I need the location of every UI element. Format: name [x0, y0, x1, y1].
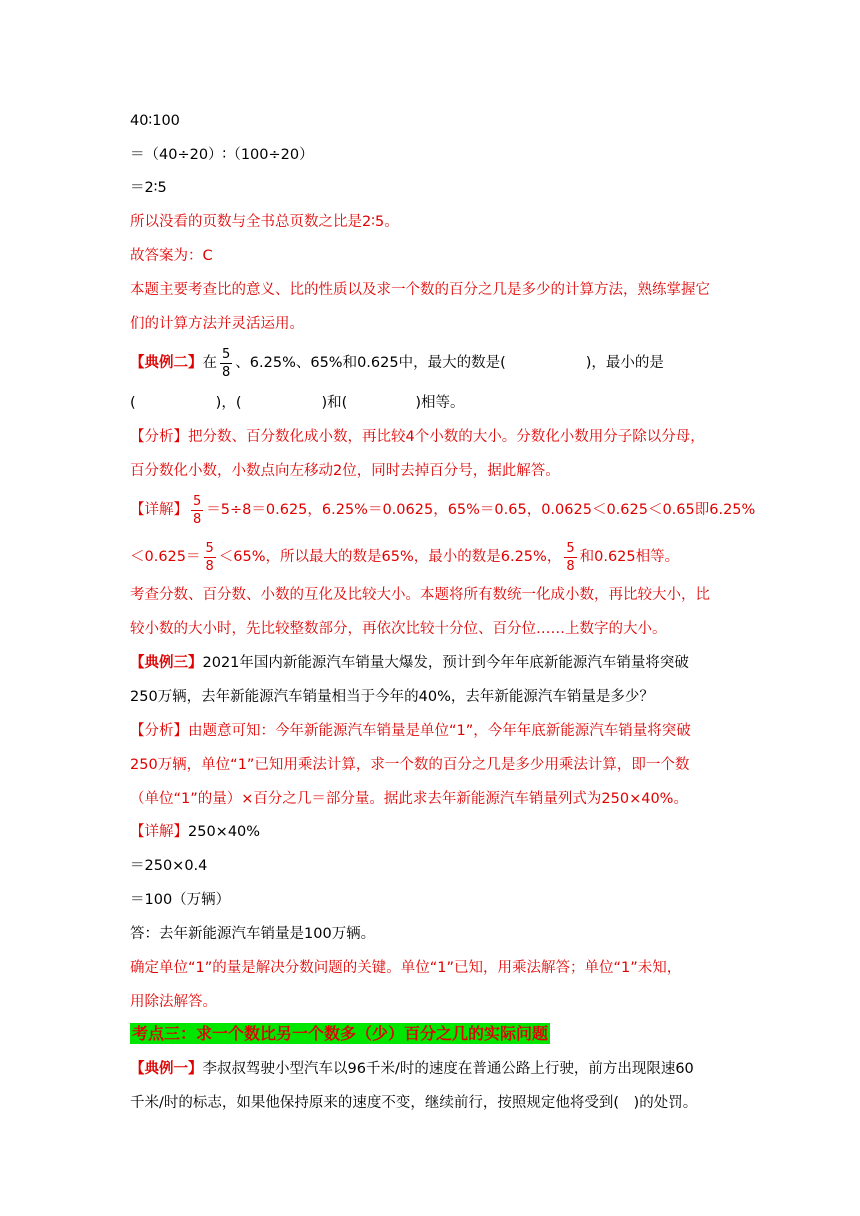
example2-note-2: 较小数的大小时，先比较整数部分，再依次比较十分位、百分位……上数字的大小。: [130, 621, 667, 637]
example3-analysis-3: （单位“1”的量）×百分之几＝部分量。据此求去年新能源汽车销量列式为250×40%。: [130, 791, 688, 807]
example3-note-1: 确定单位“1”的量是解决分数问题的关键。单位“1”已知，用乘法解答；单位“1”未知，: [130, 960, 682, 976]
example2-question-line-2: [130, 393, 465, 413]
example4-question-line-1: [130, 1059, 694, 1079]
example2-analysis-2: 百分数化小数，小数点向左移动2位，同时去掉百分号，据此解答。: [130, 463, 560, 479]
example3-note-2: 用除法解答。: [130, 994, 217, 1010]
calc-line-3: ＝2∶5: [130, 180, 167, 196]
calc-line-1: 40∶100: [130, 113, 180, 129]
detail-tag: 【详解】: [130, 502, 188, 518]
answer-line: 故答案为：C: [130, 248, 213, 264]
question-text: )相等。: [415, 395, 465, 411]
example-tag: 【典例二】: [130, 355, 203, 371]
fraction-denominator: 8: [222, 364, 231, 380]
example3-detail-3: ＝100（万辆）: [130, 892, 231, 908]
section-title: 考点三：求一个数比另一个数多（少）百分之几的实际问题: [132, 1024, 549, 1043]
example3-detail-1: [130, 822, 260, 842]
example3-analysis-2: 250万辆，单位“1”已知用乘法计算，求一个数的百分之几是多少用乘法计算，即一个数: [130, 757, 690, 773]
example3-detail-2: ＝250×0.4: [130, 858, 208, 874]
question-text: 2021年国内新能源汽车销量大爆发，预计到今年年底新能源汽车销量将突破: [202, 655, 689, 671]
example2-analysis-1: 【分析】把分数、百分数化成小数，再比较4个小数的大小。分数化小数用分子除以分母，: [130, 429, 705, 445]
fraction: [220, 348, 232, 379]
fraction-numerator: 5: [205, 540, 214, 556]
question-text: 在: [202, 355, 217, 371]
example2-question-line-1: [130, 344, 664, 382]
conclusion-line: 所以没看的页数与全书总页数之比是2∶5。: [130, 214, 399, 230]
fraction-denominator: 8: [193, 511, 202, 527]
question-text: )，最小的是: [585, 355, 664, 371]
question-text: (: [130, 395, 136, 411]
calc-line-2: ＝（40÷20）∶（100÷20）: [130, 147, 314, 163]
note-line-2: 们的计算方法并灵活运用。: [130, 316, 304, 332]
fraction-numerator: 5: [566, 540, 575, 556]
fraction: [191, 495, 203, 526]
detail-text: ＝5÷8＝0.625，6.25%＝0.0625，65%＝0.65，0.0625＜0.625＜0.65即6.25%: [206, 502, 756, 518]
note-line-1: 本题主要考查比的意义、比的性质以及求一个数的百分之几是多少的计算方法，熟练掌握它: [130, 282, 710, 298]
example3-question-line-2: 250万辆，去年新能源汽车销量相当于今年的40%，去年新能源汽车销量是多少？: [130, 689, 654, 705]
question-text: )和(: [321, 395, 348, 411]
fraction: [564, 542, 576, 573]
detail-text: 和0.625相等。: [579, 549, 680, 565]
fraction-numerator: 5: [222, 346, 231, 362]
fraction-numerator: 5: [193, 493, 202, 509]
example4-question-line-2: 千米/时的标志，如果他保持原来的速度不变，继续前行，按照规定他将受到( )的处罚。: [130, 1095, 698, 1111]
example3-analysis-1: 【分析】由题意可知：今年新能源汽车销量是单位“1”，今年年底新能源汽车销量将突破: [130, 723, 691, 739]
detail-text: ＜65%，所以最大的数是65%，最小的数是6.25%，: [218, 549, 562, 565]
example2-detail-1: [130, 491, 755, 529]
example3-question-line-1: [130, 653, 689, 673]
section-heading: [130, 1022, 550, 1047]
example3-answer: 答：去年新能源汽车销量是100万辆。: [130, 926, 376, 942]
fraction-denominator: 8: [205, 558, 214, 574]
fraction: [204, 542, 216, 573]
detail-text: 250×40%: [188, 824, 261, 840]
example-tag: 【典例一】: [130, 1061, 203, 1077]
example-tag: 【典例三】: [130, 655, 203, 671]
detail-tag: 【详解】: [130, 824, 188, 840]
question-text: )，(: [215, 395, 242, 411]
question-text: 李叔叔驾驶小型汽车以96千米/时的速度在普通公路上行驶，前方出现限速60: [202, 1061, 694, 1077]
fraction-denominator: 8: [566, 558, 575, 574]
example2-note-1: 考查分数、百分数、小数的互化及比较大小。本题将所有数统一化成小数，再比较大小，比: [130, 587, 710, 603]
detail-text: ＜0.625＝: [130, 549, 201, 565]
example2-detail-2: [130, 538, 679, 576]
question-text: 、6.25%、65%和0.625中，最大的数是(: [235, 355, 506, 371]
